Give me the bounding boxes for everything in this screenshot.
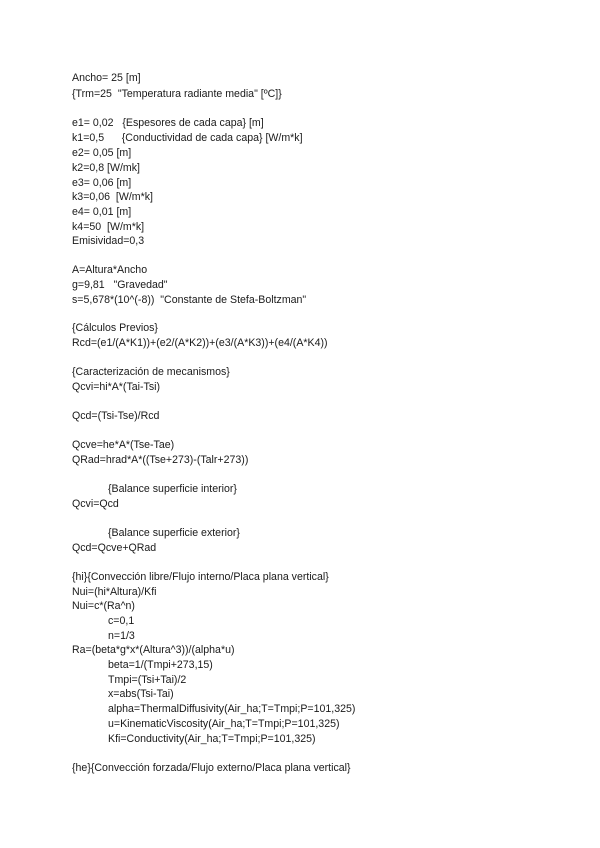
text-line: Ancho= 25 [m] — [72, 72, 141, 84]
text-line: Rcd=(e1/(A*K1))+(e2/(A*K2))+(e3/(A*K3))+(e4/(A*K4)) — [72, 337, 328, 349]
text-line: s=5,678*(10^(-8)) "Constante de Stefa-Boltzman" — [72, 294, 307, 306]
text-line: Qcd=(Tsi-Tse)/Rcd — [72, 410, 160, 422]
text-line: {Trm=25 "Temperatura radiante media" [ºC]} — [72, 88, 282, 100]
text-line: Ra=(beta*g*x*(Altura^3))/(alpha*u) — [72, 644, 235, 656]
text-line: {Balance superficie interior} — [108, 483, 237, 495]
text-line: Nui=c*(Ra^n) — [72, 600, 135, 612]
text-line: Kfi=Conductivity(Air_ha;T=Tmpi;P=101,325) — [108, 733, 316, 745]
text-line: Qcd=Qcve+QRad — [72, 542, 157, 554]
text-line: beta=1/(Tmpi+273,15) — [108, 659, 213, 671]
text-line: e4= 0,01 [m] — [72, 206, 132, 218]
text-line: Qcvi=Qcd — [72, 498, 119, 510]
text-line: alpha=ThermalDiffusivity(Air_ha;T=Tmpi;P=101,325) — [108, 703, 356, 715]
text-line: {Balance superficie exterior} — [108, 527, 240, 539]
text-line: c=0,1 — [108, 615, 135, 627]
text-line: Tmpi=(Tsi+Tai)/2 — [108, 674, 187, 686]
text-line: Nui=(hi*Altura)/Kfi — [72, 586, 157, 598]
text-line: n=1/3 — [108, 630, 135, 642]
text-line: e2= 0,05 [m] — [72, 147, 132, 159]
text-line: A=Altura*Ancho — [72, 264, 148, 276]
text-line: k1=0,5 {Conductividad de cada capa} [W/m*k] — [72, 132, 303, 144]
text-line: {Caracterización de mecanismos} — [72, 366, 230, 378]
text-line: e1= 0,02 {Espesores de cada capa} [m] — [72, 117, 264, 129]
text-line: Qcvi=hi*A*(Tai-Tsi) — [72, 381, 161, 393]
text-line: k3=0,06 [W/m*k] — [72, 191, 153, 203]
text-line: u=KinematicViscosity(Air_ha;T=Tmpi;P=101,325) — [108, 718, 340, 730]
text-line: Emisividad=0,3 — [72, 235, 145, 247]
text-line: QRad=hrad*A*((Tse+273)-(Talr+273)) — [72, 454, 249, 466]
text-line: {hi}{Convección libre/Flujo interno/Placa plana vertical} — [72, 571, 329, 583]
text-line: k2=0,8 [W/mk] — [72, 162, 140, 174]
text-line: {he}{Convección forzada/Flujo externo/Placa plana vertical} — [72, 762, 351, 774]
text-line: g=9,81 "Gravedad" — [72, 279, 168, 291]
text-line: k4=50 [W/m*k] — [72, 221, 145, 233]
text-line: Qcve=he*A*(Tse-Tae) — [72, 439, 175, 451]
text-line: x=abs(Tsi-Tai) — [108, 688, 174, 700]
text-line: {Cálculos Previos} — [72, 322, 158, 334]
text-line: e3= 0,06 [m] — [72, 177, 132, 189]
